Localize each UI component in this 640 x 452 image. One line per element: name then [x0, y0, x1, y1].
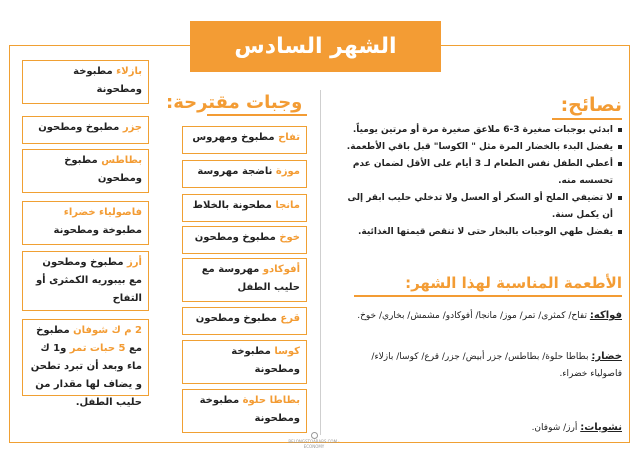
meal-text: مطبوخ ومطحون — [194, 232, 280, 243]
tip-item: ابدئي بوجبات صغيرة 3-6 ملاعق صغيرة مرة أو مرتين يومياً. — [342, 122, 622, 139]
meal-text: مطبوخ ومطحون — [38, 122, 123, 133]
meal-highlight: بازلاء — [116, 66, 142, 77]
grains-list: أرز/ شوفان. — [531, 423, 578, 433]
meal-text: مطبوخ ومطحون — [64, 155, 142, 184]
meal-text: مطحونة بالخلاط — [192, 200, 276, 211]
meal-card — [182, 389, 307, 433]
meal-highlight: أفوكادو — [262, 264, 300, 275]
meal-text: مطبوخ ومطحون — [195, 313, 281, 324]
title-banner — [190, 21, 441, 72]
foods-heading: الأطعمة المناسبة لهذا الشهر: — [405, 274, 622, 292]
tips-list — [342, 122, 622, 241]
meal-text: مطبوخة ومطحونة — [73, 66, 142, 95]
dates-amount: 5 حبات تمر — [69, 343, 126, 354]
tip-item: أعطي الطفل نفس الطعام لـ 3 أيام على الأقل لضمان عدم تحسسه منه. — [342, 156, 622, 190]
vegetables-list: بطاطا حلوة/ بطاطس/ جزر أبيض/ جزر/ قرع/ كوسا/ بازلاء/ فاصولياء خضراء. — [371, 352, 622, 379]
oats-instructions: و1 ك ماء وبعد أن تبرد تطحن و يضاف لها مقدار من حليب الطفل. — [30, 343, 142, 408]
meal-text: مهروسة مع حليب الطفل — [201, 264, 300, 293]
meal-highlight: مانجا — [275, 200, 300, 211]
logo-circle-icon — [311, 432, 318, 439]
tip-item: لا تضيفي الملح أو السكر أو العسل ولا تدخلي حليب ابقر إلى أن يكمل سنة. — [342, 190, 622, 224]
meal-highlight: كوسا — [274, 346, 300, 357]
meal-highlight: جزر — [122, 122, 142, 133]
meals-heading: وجبات مقترحة: — [166, 92, 303, 113]
fruits-label: فواكه: — [589, 310, 622, 321]
meal-highlight: قرع — [280, 313, 300, 324]
tips-heading: نصائح: — [560, 94, 622, 116]
grains-line — [340, 419, 622, 437]
meal-card — [182, 226, 307, 254]
meal-card — [182, 160, 307, 188]
meal-highlight: تفاح — [278, 132, 300, 143]
footer-text: BELONGSTOARABS.COM · ECONOMY — [288, 439, 340, 449]
meal-card — [22, 251, 149, 311]
meal-highlight: أرز — [127, 257, 142, 268]
tips-underline — [552, 118, 622, 120]
meal-card — [182, 258, 307, 302]
oats-amount: 2 م ك شوفان — [73, 325, 142, 336]
vegetables-label: خضار: — [591, 351, 622, 362]
meal-card — [22, 60, 149, 104]
meal-text: مطبوخة ومطحونة — [53, 225, 142, 236]
meal-text: مطبوخ ومهروس — [192, 132, 279, 143]
meal-card — [182, 194, 307, 222]
meal-card — [182, 340, 307, 384]
meal-card — [182, 126, 307, 154]
vegetables-line — [340, 348, 622, 383]
meal-card-oats — [22, 319, 149, 408]
page-title: الشهر السادس — [234, 34, 397, 59]
meal-highlight: موزة — [275, 166, 300, 177]
tip-item: يفضل البدء بالخضار المرة مثل " الكوسا" قبل باقي الأطعمة. — [342, 139, 622, 156]
meal-card — [22, 116, 149, 144]
meal-text: مطبوخة ومطحونة — [199, 395, 300, 424]
meal-card — [22, 149, 149, 193]
meal-highlight: بطاطس — [101, 155, 142, 166]
meal-text: مطبوخة ومطحونة — [231, 346, 300, 375]
meal-card — [22, 201, 149, 245]
meal-text: مطبوخ ومطحون مع بيبوريه الكمثرى أو التفاح — [35, 257, 142, 304]
meal-highlight: بطاطا حلوة — [242, 395, 300, 406]
meal-highlight: فاصولياء خضراء — [63, 207, 142, 218]
fruits-list: تفاح/ كمثرى/ تمر/ موز/ مانجا/ أفوكادو/ مشمش/ بخاري/ خوخ. — [357, 311, 587, 321]
footer-logo — [282, 432, 346, 449]
meal-highlight: خوخ — [279, 232, 300, 243]
meals-underline — [207, 114, 307, 116]
foods-underline — [354, 295, 622, 297]
meal-text: ناضجة مهروسة — [197, 166, 276, 177]
tip-item: يفضل طهي الوجبات بالبخار حتى لا تنقص قيمتها الغذائية. — [342, 224, 622, 241]
grains-label: نشويات: — [580, 422, 622, 433]
column-divider — [320, 90, 321, 435]
oats-text: مطبوخ مع — [36, 325, 142, 354]
fruits-line — [340, 307, 622, 325]
meal-card — [182, 307, 307, 335]
